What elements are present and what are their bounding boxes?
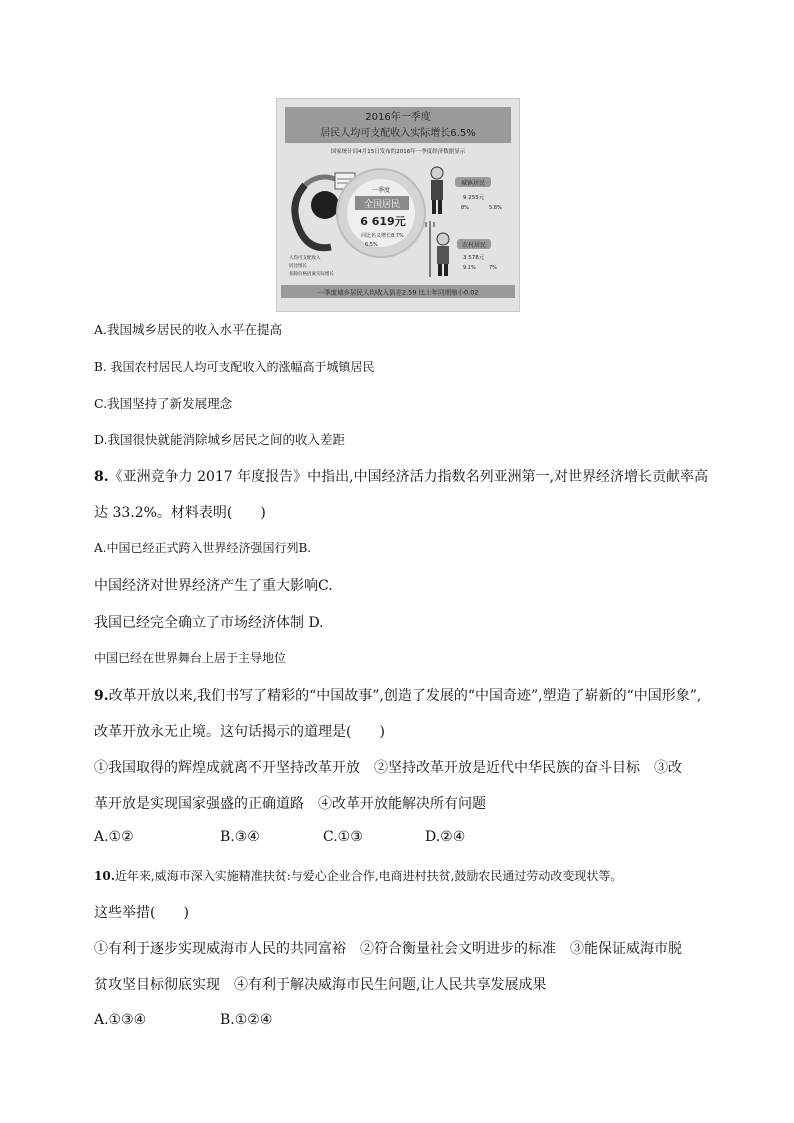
ig-center-real: 6.5% xyxy=(365,242,378,248)
q9-stem-line-2: 改革开放永无止境。这句话揭示的道理是( ) xyxy=(94,724,385,740)
ig-center-growth: 同比名义增长8.7% xyxy=(361,233,404,239)
ig-rural-nominal: 9.1% xyxy=(463,265,476,271)
ig-title-1: 2016年一季度 xyxy=(365,112,431,123)
q9-line-1-text: 改革开放以来,我们书写了精彩的“中国故事”,创造了发展的“中国奇迹”,塑造了崭新的“中国形象”, xyxy=(108,688,702,704)
q7-option-b: B. 我国农村居民人均可支配收入的涨幅高于城镇居民 xyxy=(94,360,375,374)
ig-urban-label: 城镇居民 xyxy=(460,180,486,187)
q9-stem-line-1 xyxy=(94,685,701,705)
q9-option-d: D.②④ xyxy=(425,829,466,845)
infographic-graphic xyxy=(277,99,519,311)
ig-center-value: 6 619元 xyxy=(360,215,406,228)
q10-statement-line-1: ①有利于逐步实现威海市人民的共同富裕 ②符合衡量社会文明进步的标准 ③能保证威海市脱 xyxy=(94,941,682,957)
ig-center-tag: 一季度 xyxy=(371,187,391,194)
q8-option-b: 中国经济对世界经济产生了重大影响C. xyxy=(94,578,333,594)
q8-line-1-text: 《亚洲竞争力 2017 年度报告》中指出,中国经济活力指数名列亚洲第一,对世界经济增长贡献率高 xyxy=(108,469,709,485)
q10-stem-line-2: 这些举措( ) xyxy=(94,905,189,921)
ig-legend-2: 同比增长 xyxy=(289,264,307,269)
q8-stem-line-1 xyxy=(94,466,708,486)
q9-option-a: A.①② xyxy=(94,829,134,845)
q10-statement-line-2: 贫攻坚目标彻底实现 ④有利于解决威海市民生问题,让人民共享发展成果 xyxy=(94,977,547,993)
q9-statement-line-2: 革开放是实现国家强盛的正确道路 ④改革开放能解决所有问题 xyxy=(94,796,486,812)
q8-option-c: 我国已经完全确立了市场经济体制 D. xyxy=(94,615,324,631)
national-circle xyxy=(337,169,425,257)
ig-rural-real: 7% xyxy=(489,265,497,271)
q8-option-d: 中国已经在世界舞台上居于主导地位 xyxy=(94,651,287,665)
q8-number: 8. xyxy=(94,469,109,485)
ig-urban-nominal: 8% xyxy=(461,205,469,211)
q7-option-c: C.我国坚持了新发展理念 xyxy=(94,396,233,411)
q8-stem-line-2: 达 33.2%。材料表明( ) xyxy=(94,505,266,521)
ig-footer: 一季度城乡居民人均收入倍差2.59 比上年同期缩小0.02 xyxy=(317,288,479,297)
ig-rural-value: 3 578元 xyxy=(463,255,485,261)
q9-option-b: B.③④ xyxy=(220,829,260,845)
q10-option-a: A.①③④ xyxy=(94,1012,147,1028)
ig-title-2: 居民人均可支配收入实际增长6.5% xyxy=(320,128,476,139)
q8-option-a: A.中国已经正式跨入世界经济强国行列B. xyxy=(94,541,312,555)
ig-source: 国家统计局4月15日发布的2016年一季度经济数据显示 xyxy=(330,149,466,155)
q9-option-c: C.①③ xyxy=(323,829,363,845)
ig-legend-3: 扣除价格因素实际增长 xyxy=(289,272,334,277)
q10-stem-line-1 xyxy=(94,867,622,884)
q7-option-d: D.我国很快就能消除城乡居民之间的收入差距 xyxy=(94,432,346,447)
ig-legend-1: 人均可支配收入 xyxy=(289,256,321,261)
ig-rural-label: 农村居民 xyxy=(461,242,487,249)
ig-urban-value: 9 255元 xyxy=(463,195,485,201)
ig-urban-real: 5.8% xyxy=(489,205,502,211)
ig-center-title: 全国居民 xyxy=(363,200,401,210)
q9-statement-line-1: ①我国取得的辉煌成就离不开坚持改革开放 ②坚持改革开放是近代中华民族的奋斗目标 ③改 xyxy=(94,760,682,776)
q10-number: 10. xyxy=(94,869,115,883)
income-infographic xyxy=(276,98,520,312)
q10-line-1-text: 近年来,威海市深入实施精准扶贫:与爱心企业合作,电商进村扶贫,鼓励农民通过劳动改变现状等。 xyxy=(114,869,623,883)
q7-option-a: A.我国城乡居民的收入水平在提高 xyxy=(94,322,283,337)
q10-option-b: B.①②④ xyxy=(220,1012,273,1028)
q9-number: 9. xyxy=(94,688,109,704)
